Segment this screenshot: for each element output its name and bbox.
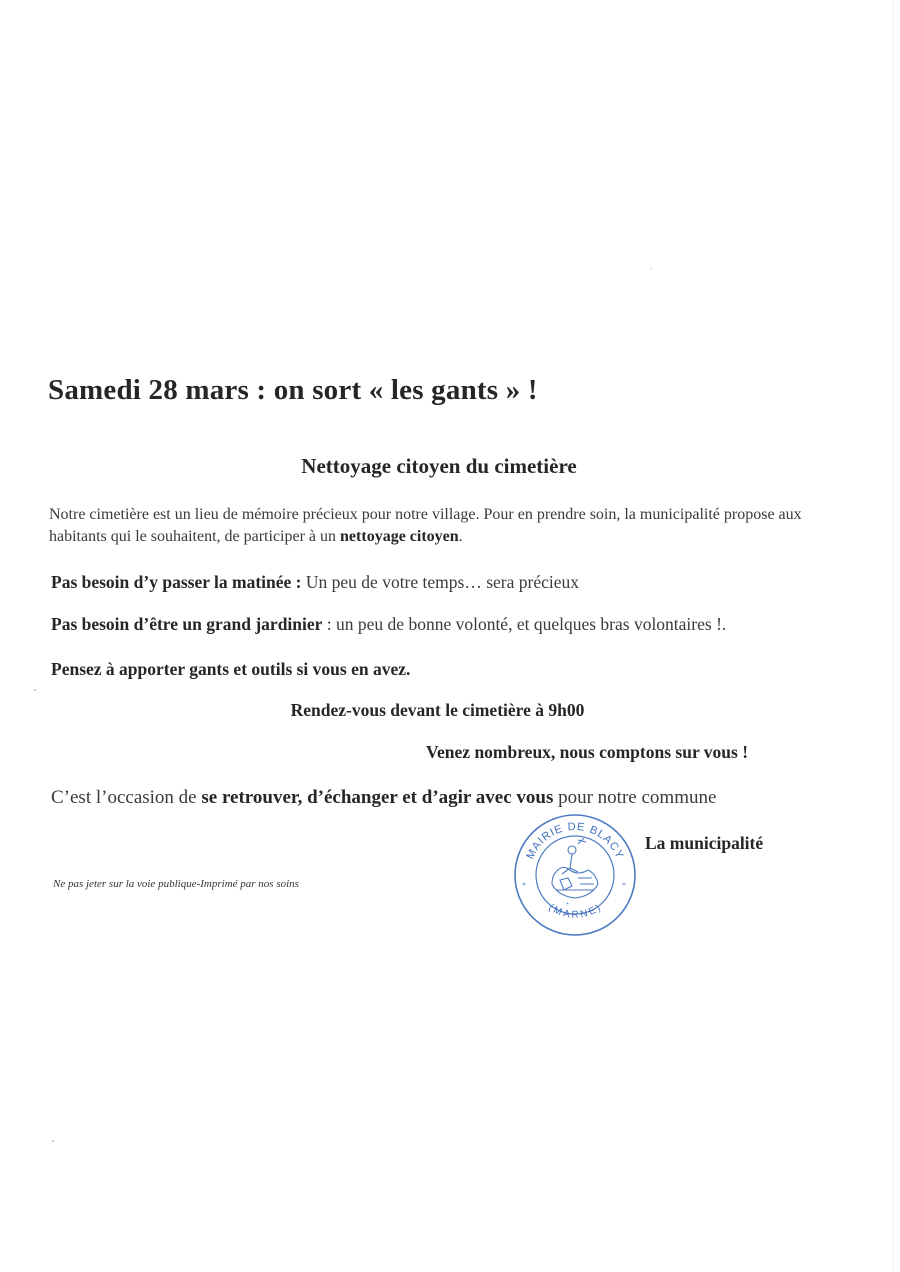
- occasion-suffix: pour notre commune: [553, 787, 717, 808]
- intro-paragraph: [49, 504, 829, 548]
- occasion-prefix: C’est l’occasion de: [51, 787, 202, 808]
- scan-speck: [52, 1140, 54, 1142]
- intro-end: .: [458, 528, 463, 545]
- paragraph-jardinier-text: : un peu de bonne volonté, et quelques bras volontaires !.: [322, 614, 727, 634]
- page-title: Samedi 28 mars : on sort « les gants » !: [48, 374, 538, 406]
- paragraph-jardinier: [51, 614, 726, 635]
- venez-line: Venez nombreux, nous comptons sur vous !: [426, 742, 749, 762]
- scan-speck: [650, 268, 652, 270]
- stamp-emblem: [552, 838, 598, 898]
- svg-text:*: *: [622, 881, 626, 890]
- stamp-top-text: MAIRIE DE BLACY: [524, 820, 626, 862]
- paragraph-matinee-bold: Pas besoin d’y passer la matinée :: [51, 572, 302, 592]
- paragraph-outils: Pensez à apporter gants et outils si vous en avez.: [51, 659, 411, 679]
- page-subtitle: Nettoyage citoyen du cimetière: [301, 454, 577, 478]
- occasion-line: [51, 787, 716, 809]
- stamp-bottom-text: (MARNE): [546, 902, 604, 921]
- signature: La municipalité: [645, 833, 764, 853]
- rendezvous-line: Rendez-vous devant le cimetière à 9h00: [290, 700, 585, 720]
- svg-text:✦: ✦: [566, 901, 570, 906]
- intro-text: Notre cimetière est un lieu de mémoire précieux pour notre village. Pour en prendre soin, la municipalité propose aux habitants qui le souhaitent, de participer à un: [49, 506, 802, 545]
- svg-text:(MARNE): [546, 902, 603, 921]
- occasion-bold: se retrouver, d’échanger et d’agir avec vous: [201, 787, 554, 808]
- mairie-stamp-icon: [512, 812, 638, 938]
- paragraph-jardinier-bold: Pas besoin d’être un grand jardinier: [51, 614, 323, 634]
- paragraph-matinee-text: Un peu de votre temps… sera précieux: [301, 572, 579, 592]
- disclaimer: Ne pas jeter sur la voie publique-Imprimé par nos soins: [53, 878, 299, 890]
- scan-edge: [893, 0, 894, 1272]
- svg-text:*: *: [522, 881, 526, 890]
- intro-highlight: nettoyage citoyen: [340, 528, 459, 545]
- paragraph-matinee: [51, 572, 579, 593]
- scan-speck: [34, 689, 36, 691]
